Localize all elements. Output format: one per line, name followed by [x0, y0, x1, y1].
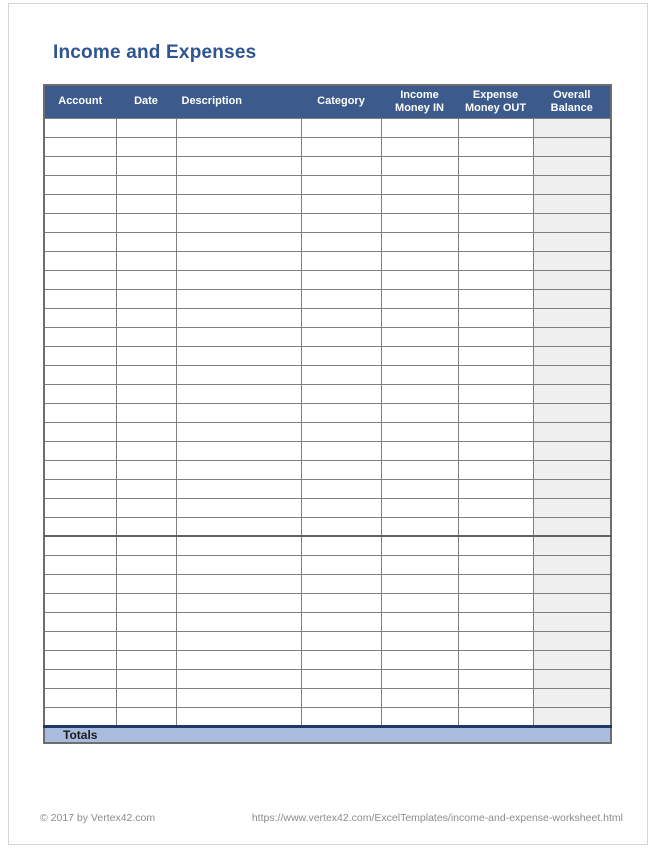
cell-date [116, 517, 176, 536]
table-row [44, 574, 611, 593]
cell-description [176, 555, 301, 574]
cell-income [381, 270, 458, 289]
cell-date [116, 612, 176, 631]
page-footer [40, 812, 623, 824]
cell-category [301, 498, 381, 517]
cell-category [301, 593, 381, 612]
cell-balance [533, 308, 611, 327]
cell-date [116, 251, 176, 270]
table-row [44, 669, 611, 688]
cell-income [381, 536, 458, 555]
cell-expense [458, 441, 533, 460]
cell-description [176, 346, 301, 365]
column-header-description: Description [176, 85, 301, 118]
cell-category [301, 422, 381, 441]
cell-balance [533, 251, 611, 270]
cell-date [116, 270, 176, 289]
cell-balance [533, 365, 611, 384]
cell-expense [458, 270, 533, 289]
cell-description [176, 517, 301, 536]
cell-category [301, 650, 381, 669]
table-row [44, 270, 611, 289]
table-row [44, 422, 611, 441]
worksheet-page [8, 3, 648, 845]
cell-account [44, 517, 116, 536]
cell-description [176, 688, 301, 707]
copyright-text: © 2017 by Vertex42.com [40, 812, 156, 824]
cell-description [176, 479, 301, 498]
cell-expense [458, 194, 533, 213]
cell-account [44, 251, 116, 270]
cell-balance [533, 441, 611, 460]
cell-balance [533, 536, 611, 555]
cell-income [381, 327, 458, 346]
cell-balance [533, 156, 611, 175]
cell-income [381, 631, 458, 650]
cell-description [176, 460, 301, 479]
table-row [44, 688, 611, 707]
table-row [44, 707, 611, 726]
cell-date [116, 498, 176, 517]
cell-expense [458, 460, 533, 479]
cell-income [381, 137, 458, 156]
cell-balance [533, 517, 611, 536]
cell-balance [533, 194, 611, 213]
cell-balance [533, 213, 611, 232]
cell-description [176, 137, 301, 156]
cell-balance [533, 403, 611, 422]
cell-income [381, 593, 458, 612]
cell-balance [533, 631, 611, 650]
cell-description [176, 232, 301, 251]
cell-date [116, 479, 176, 498]
cell-category [301, 175, 381, 194]
cell-balance [533, 460, 611, 479]
table-row [44, 479, 611, 498]
cell-account [44, 403, 116, 422]
table-row [44, 327, 611, 346]
cell-description [176, 327, 301, 346]
cell-account [44, 555, 116, 574]
cell-income [381, 460, 458, 479]
cell-expense [458, 384, 533, 403]
table-row [44, 536, 611, 555]
cell-date [116, 593, 176, 612]
cell-date [116, 536, 176, 555]
cell-date [116, 384, 176, 403]
cell-expense [458, 631, 533, 650]
cell-date [116, 555, 176, 574]
cell-date [116, 346, 176, 365]
cell-description [176, 669, 301, 688]
cell-balance [533, 422, 611, 441]
cell-expense [458, 137, 533, 156]
cell-account [44, 308, 116, 327]
cell-description [176, 175, 301, 194]
cell-balance [533, 707, 611, 726]
cell-income [381, 118, 458, 137]
cell-balance [533, 650, 611, 669]
table-row [44, 555, 611, 574]
cell-account [44, 232, 116, 251]
cell-balance [533, 555, 611, 574]
cell-category [301, 688, 381, 707]
cell-category [301, 308, 381, 327]
cell-category [301, 555, 381, 574]
cell-date [116, 156, 176, 175]
cell-expense [458, 536, 533, 555]
cell-expense [458, 251, 533, 270]
table-row [44, 194, 611, 213]
cell-category [301, 251, 381, 270]
table-row [44, 118, 611, 137]
cell-date [116, 175, 176, 194]
cell-account [44, 137, 116, 156]
cell-description [176, 270, 301, 289]
cell-date [116, 574, 176, 593]
cell-expense [458, 650, 533, 669]
cell-income [381, 707, 458, 726]
cell-description [176, 593, 301, 612]
cell-date [116, 441, 176, 460]
cell-account [44, 156, 116, 175]
cell-category [301, 213, 381, 232]
cell-expense [458, 289, 533, 308]
cell-account [44, 175, 116, 194]
cell-balance [533, 346, 611, 365]
cell-date [116, 327, 176, 346]
cell-date [116, 688, 176, 707]
cell-income [381, 688, 458, 707]
cell-income [381, 669, 458, 688]
cell-date [116, 308, 176, 327]
cell-expense [458, 213, 533, 232]
cell-income [381, 346, 458, 365]
cell-category [301, 612, 381, 631]
cell-balance [533, 593, 611, 612]
cell-expense [458, 403, 533, 422]
column-header-balance: Overall Balance [533, 85, 611, 118]
cell-expense [458, 669, 533, 688]
cell-date [116, 403, 176, 422]
cell-balance [533, 688, 611, 707]
cell-expense [458, 156, 533, 175]
cell-account [44, 688, 116, 707]
cell-category [301, 327, 381, 346]
cell-category [301, 365, 381, 384]
cell-date [116, 232, 176, 251]
cell-account [44, 213, 116, 232]
header-row [44, 85, 611, 118]
table-row [44, 346, 611, 365]
cell-date [116, 631, 176, 650]
cell-date [116, 118, 176, 137]
cell-description [176, 213, 301, 232]
cell-category [301, 669, 381, 688]
cell-account [44, 650, 116, 669]
cell-expense [458, 498, 533, 517]
cell-date [116, 650, 176, 669]
cell-income [381, 517, 458, 536]
cell-category [301, 232, 381, 251]
cell-account [44, 479, 116, 498]
cell-category [301, 384, 381, 403]
cell-balance [533, 175, 611, 194]
cell-expense [458, 555, 533, 574]
cell-category [301, 536, 381, 555]
cell-category [301, 137, 381, 156]
cell-income [381, 555, 458, 574]
table-row [44, 213, 611, 232]
cell-income [381, 650, 458, 669]
cell-expense [458, 118, 533, 137]
cell-account [44, 612, 116, 631]
table-row [44, 156, 611, 175]
cell-description [176, 612, 301, 631]
cell-description [176, 308, 301, 327]
cell-balance [533, 384, 611, 403]
cell-account [44, 498, 116, 517]
cell-expense [458, 612, 533, 631]
cell-date [116, 213, 176, 232]
cell-expense [458, 175, 533, 194]
cell-account [44, 346, 116, 365]
cell-category [301, 118, 381, 137]
cell-description [176, 536, 301, 555]
cell-balance [533, 498, 611, 517]
cell-account [44, 593, 116, 612]
cell-income [381, 384, 458, 403]
table-row [44, 137, 611, 156]
cell-income [381, 251, 458, 270]
table-row [44, 517, 611, 536]
cell-income [381, 365, 458, 384]
cell-category [301, 156, 381, 175]
cell-category [301, 517, 381, 536]
cell-income [381, 403, 458, 422]
table-row [44, 403, 611, 422]
column-header-income: Income Money IN [381, 85, 458, 118]
cell-balance [533, 669, 611, 688]
cell-income [381, 175, 458, 194]
cell-income [381, 441, 458, 460]
cell-category [301, 194, 381, 213]
cell-description [176, 384, 301, 403]
cell-category [301, 479, 381, 498]
cell-description [176, 650, 301, 669]
cell-expense [458, 327, 533, 346]
cell-date [116, 137, 176, 156]
cell-category [301, 403, 381, 422]
cell-description [176, 498, 301, 517]
cell-category [301, 441, 381, 460]
table-row [44, 365, 611, 384]
cell-income [381, 479, 458, 498]
cell-expense [458, 517, 533, 536]
cell-account [44, 441, 116, 460]
table-row [44, 308, 611, 327]
cell-expense [458, 707, 533, 726]
cell-expense [458, 479, 533, 498]
cell-income [381, 289, 458, 308]
cell-income [381, 574, 458, 593]
cell-expense [458, 232, 533, 251]
table-row [44, 631, 611, 650]
cell-income [381, 612, 458, 631]
cell-balance [533, 289, 611, 308]
cell-income [381, 498, 458, 517]
cell-account [44, 270, 116, 289]
column-header-expense: Expense Money OUT [458, 85, 533, 118]
cell-expense [458, 688, 533, 707]
cell-description [176, 194, 301, 213]
table-row [44, 232, 611, 251]
cell-income [381, 156, 458, 175]
cell-balance [533, 137, 611, 156]
table-row [44, 289, 611, 308]
cell-account [44, 631, 116, 650]
cell-description [176, 118, 301, 137]
cell-description [176, 403, 301, 422]
cell-account [44, 460, 116, 479]
column-header-account: Account [44, 85, 116, 118]
cell-balance [533, 479, 611, 498]
cell-expense [458, 346, 533, 365]
cell-account [44, 574, 116, 593]
cell-description [176, 422, 301, 441]
cell-description [176, 631, 301, 650]
cell-account [44, 384, 116, 403]
cell-balance [533, 232, 611, 251]
cell-date [116, 365, 176, 384]
cell-date [116, 669, 176, 688]
cell-description [176, 156, 301, 175]
cell-date [116, 707, 176, 726]
cell-balance [533, 327, 611, 346]
cell-account [44, 118, 116, 137]
cell-category [301, 574, 381, 593]
cell-date [116, 194, 176, 213]
cell-description [176, 574, 301, 593]
cell-account [44, 327, 116, 346]
cell-category [301, 707, 381, 726]
table-row [44, 650, 611, 669]
cell-account [44, 669, 116, 688]
cell-account [44, 536, 116, 555]
cell-category [301, 270, 381, 289]
income-expense-table [43, 84, 612, 744]
cell-account [44, 289, 116, 308]
cell-description [176, 251, 301, 270]
table-row [44, 384, 611, 403]
table-row [44, 593, 611, 612]
cell-description [176, 441, 301, 460]
cell-expense [458, 574, 533, 593]
table-row [44, 612, 611, 631]
cell-income [381, 194, 458, 213]
cell-category [301, 346, 381, 365]
column-header-date: Date [116, 85, 176, 118]
cell-income [381, 422, 458, 441]
table-row [44, 441, 611, 460]
cell-expense [458, 365, 533, 384]
cell-date [116, 422, 176, 441]
cell-expense [458, 593, 533, 612]
cell-description [176, 289, 301, 308]
cell-account [44, 422, 116, 441]
cell-date [116, 289, 176, 308]
totals-row [44, 726, 611, 743]
cell-income [381, 232, 458, 251]
cell-income [381, 308, 458, 327]
cell-expense [458, 422, 533, 441]
cell-category [301, 289, 381, 308]
cell-date [116, 460, 176, 479]
table-row [44, 498, 611, 517]
cell-balance [533, 612, 611, 631]
cell-account [44, 707, 116, 726]
column-header-category: Category [301, 85, 381, 118]
table-row [44, 175, 611, 194]
cell-account [44, 365, 116, 384]
cell-expense [458, 308, 533, 327]
totals-label: Totals [44, 726, 611, 743]
cell-category [301, 460, 381, 479]
table-row [44, 460, 611, 479]
cell-balance [533, 574, 611, 593]
cell-balance [533, 118, 611, 137]
cell-income [381, 213, 458, 232]
cell-description [176, 365, 301, 384]
table-row [44, 251, 611, 270]
cell-account [44, 194, 116, 213]
cell-category [301, 631, 381, 650]
cell-balance [533, 270, 611, 289]
page-title: Income and Expenses [53, 42, 257, 63]
source-url: https://www.vertex42.com/ExcelTemplates/income-and-expense-worksheet.html [251, 812, 623, 824]
cell-description [176, 707, 301, 726]
